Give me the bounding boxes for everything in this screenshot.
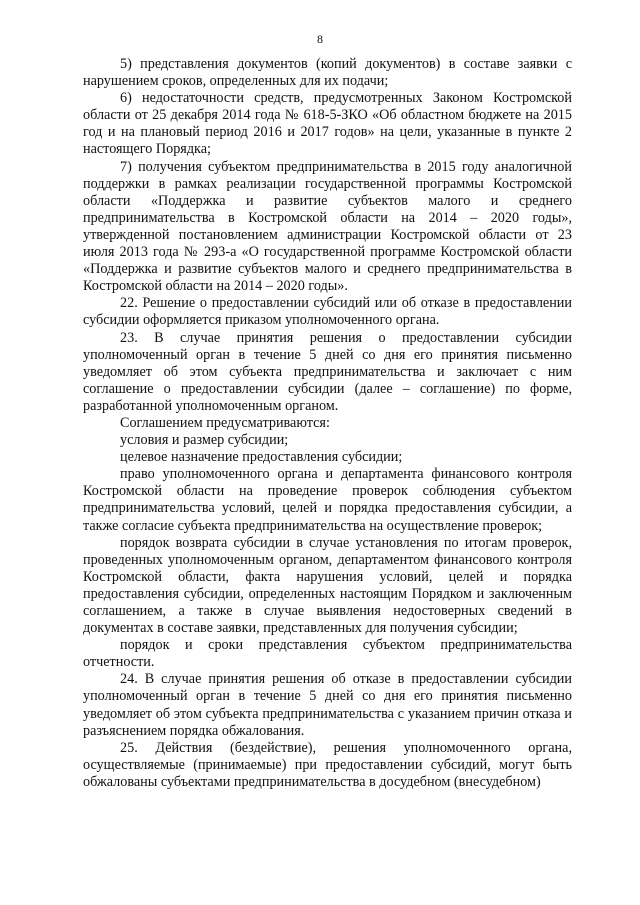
- agreement-condition-5: порядок и сроки представления субъектом предпринимательства отчетности.: [83, 637, 572, 671]
- paragraph-clause-22: 22. Решение о предоставлении субсидий или об отказе в предоставлении субсидии оформляется приказом уполномоченного органа.: [83, 295, 572, 329]
- agreement-condition-1: условия и размер субсидии;: [120, 432, 289, 449]
- agreement-condition-4: порядок возврата субсидии в случае установления по итогам проверок, проведенных уполномоченным органом, департаментом финансового контроля Костромской области, факта нарушения условий, целей и порядка предоставления субсидии, определенных настоящим Порядком и заключенным соглашением, а также в случае выявления недостоверных сведений в документах в составе заявки, представленных для получения субсидии;: [83, 534, 572, 637]
- paragraph-item-6: 6) недостаточности средств, предусмотренных Законом Костромской области от 25 декабря 2014 года № 618-5-ЗКО «Об областном бюджете на 2015 год и на плановый период 2016 и 2017 годов» на цели, указанные в пункте 2 настоящего Порядка;: [83, 90, 572, 158]
- agreement-intro: Соглашением предусматриваются:: [120, 414, 330, 431]
- paragraph-item-7: 7) получения субъектом предпринимательства в 2015 году аналогичной поддержки в рамках реализации государственной программы Костромской области «Поддержка и развитие субъектов малого и среднего предпринимательства в Костромской области на 2014 – 2020 годы», утвержденной постановлением администрации Костромской области от 23 июля 2013 года № 293-а «О государственной программе Костромской области «Поддержка и развитие субъектов малого и среднего предпринимательства в Костромской области на 2014 – 2020 годы».: [83, 158, 572, 295]
- paragraph-item-5: 5) представления документов (копий документов) в составе заявки с нарушением сроков, определенных для их подачи;: [83, 56, 572, 90]
- page-number: 8: [317, 32, 323, 46]
- paragraph-clause-25: 25. Действия (бездействие), решения уполномоченного органа, осуществляемые (принимаемые) при предоставлении субсидий, могут быть обжалованы субъектами предпринимательства в досудебном (внесудебном): [83, 739, 572, 790]
- agreement-condition-2: целевое назначение предоставления субсидии;: [120, 449, 403, 466]
- document-body: [83, 56, 572, 791]
- agreement-condition-3: право уполномоченного органа и департамента финансового контроля Костромской области на проведение проверок соблюдения субъектом предпринимательства условий, целей и порядка предоставления субсидии, а также согласие субъекта предпринимательства на осуществление проверок;: [83, 466, 572, 534]
- paragraph-clause-24: 24. В случае принятия решения об отказе в предоставлении субсидии уполномоченный орган в течение 5 дней со дня его принятия письменно уведомляет об этом субъекта предпринимательства с указанием причин отказа и разъяснением порядка обжалования.: [83, 671, 572, 739]
- paragraph-clause-23: 23. В случае принятия решения о предоставлении субсидии уполномоченный орган в течение 5 дней со дня его принятия письменно уведомляет об этом субъекта предпринимательства и заключает с ним соглашение о предоставлении субсидии (далее – соглашение) по форме, разработанной уполномоченным органом.: [83, 329, 572, 414]
